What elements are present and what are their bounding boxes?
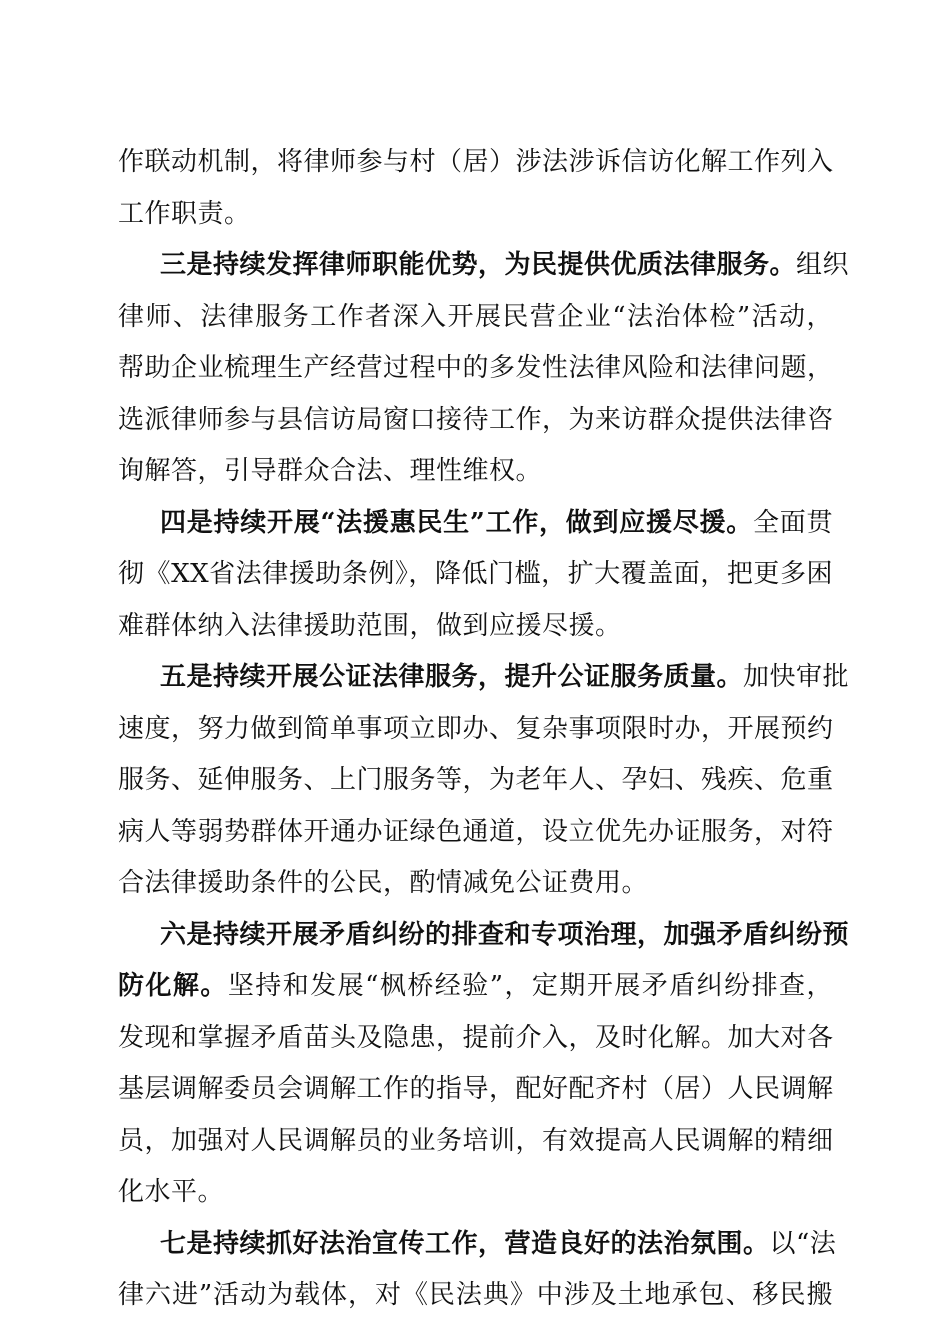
paragraph-text: 以“法 [769,1228,837,1259]
paragraph-text: 组织 [796,250,850,280]
text-line: 发现和掌握矛盾苗头及隐患，提前介入，及时化解。加大对各 [118,1022,834,1053]
text-line: 病人等弱势群体开通办证绿色通道，设立优先办证服务，对符 [118,816,834,847]
text-line: 合法律援助条件的公民，酌情减免公证费用。 [118,868,649,898]
text-line: 基层调解委员会调解工作的指导，配好配齐村（居）人民调解 [118,1074,834,1104]
paragraph-heading: 防化解。 [118,971,228,1001]
text-line: 律六进”活动为载体，对《民法典》中涉及土地承包、移民搬 [118,1280,833,1310]
text-line: 帮助企业梳理生产经营过程中的多发性法律风险和法律问题， [118,353,834,383]
text-line: 选派律师参与县信访局窗口接待工作，为来访群众提供法律咨 [118,404,834,435]
paragraph-first-line [118,240,850,292]
paragraph-first-line [118,652,850,704]
text-line: 速度，努力做到简单事项立即办、复杂事项限时办，开展预约 [118,713,834,744]
text-line: 难群体纳入法律援助范围，做到应援尽援。 [118,610,622,641]
paragraph-heading: 三是持续发挥律师职能优势，为民提供优质法律服务。 [160,250,797,280]
text-line: 员，加强对人民调解员的业务培训，有效提高人民调解的精细 [118,1125,834,1156]
paragraph-heading: 四是持续开展“法援惠民生”工作，做到应援尽援。 [160,507,753,538]
paragraph-second-line [118,961,833,1013]
paragraph-heading-line: 六是持续开展矛盾纠纷的排查和专项治理，加强矛盾纠纷预 [160,919,850,950]
text-line: 律师、法律服务工作者深入开展民营企业“法治体检”活动， [118,301,833,332]
paragraph-text: 坚持和发展“枫桥经验”，定期开展矛盾纠纷排查， [227,971,833,1001]
text-line: 服务、延伸服务、上门服务等，为老年人、孕妇、残疾、危重 [118,765,834,795]
document-body [118,137,850,1322]
text-line: 询解答，引导群众合法、理性维权。 [118,456,543,486]
paragraph-first-line [118,1219,837,1271]
paragraph-heading: 七是持续抓好法治宣传工作，营造良好的法治氛围。 [160,1228,770,1259]
text-line: 工作职责。 [118,198,251,229]
paragraph-text: 加快审批 [743,662,850,692]
text-line: 化水平。 [118,1177,225,1207]
paragraph-first-line [118,498,833,550]
paragraph-heading: 五是持续开展公证法律服务，提升公证服务质量。 [160,662,744,692]
text-line: 作联动机制，将律师参与村（居）涉法涉诉信访化解工作列入 [118,147,834,177]
paragraph-text: 全面贯 [753,507,833,538]
text-line: 彻《XX省法律援助条例》，降低门槛，扩大覆盖面，把更多困 [118,559,833,589]
